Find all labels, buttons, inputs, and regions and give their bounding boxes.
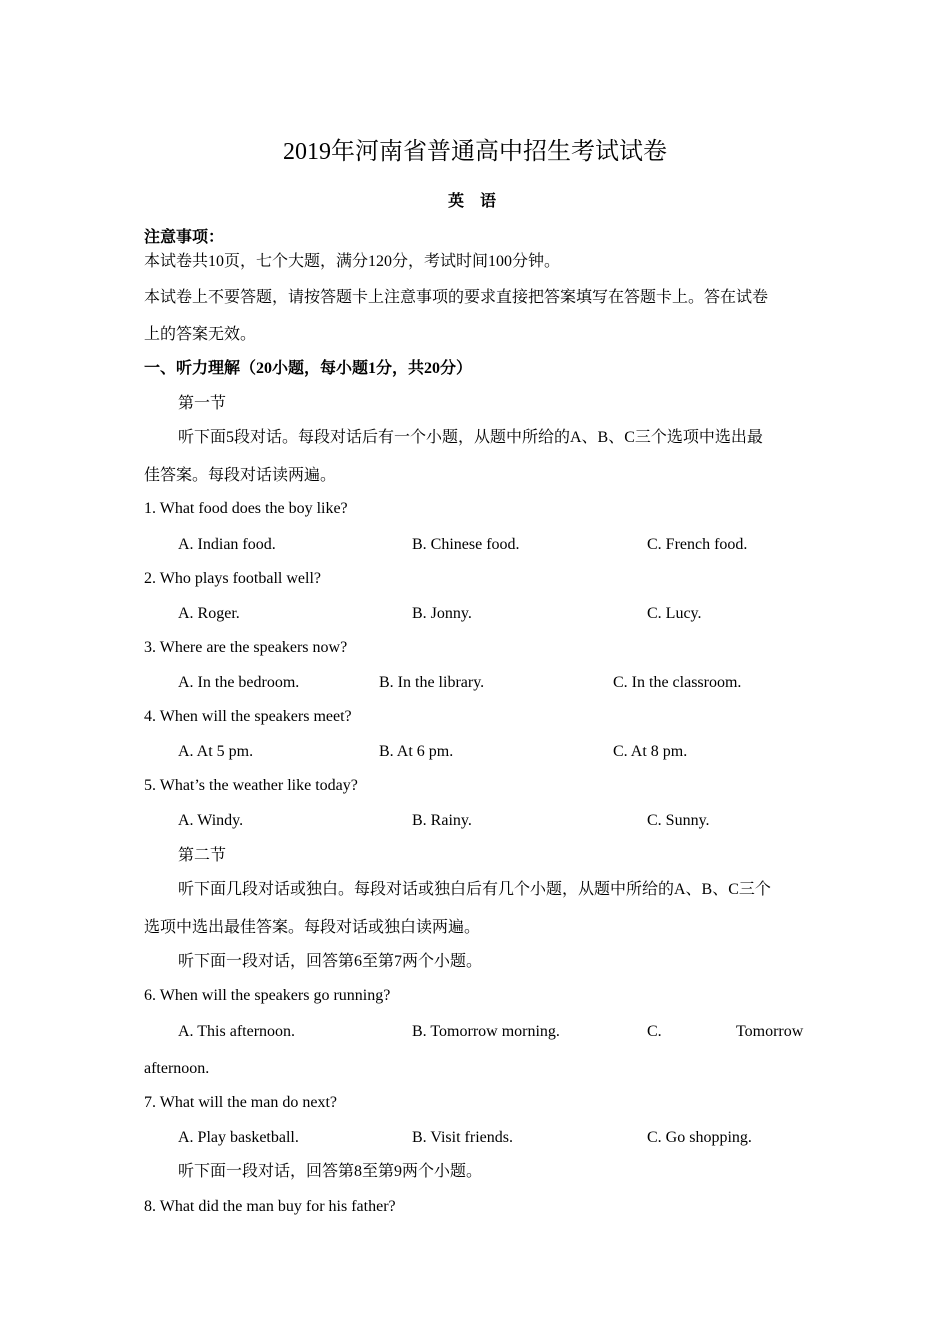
subject-heading: 英 语 [447,193,502,210]
option-b: B. Tomorrow morning. [412,1023,560,1040]
option-b: B. In the library. [379,674,485,691]
option-b: B. At 6 pm. [379,743,454,760]
option-c: C. Sunny. [647,812,710,829]
question-stem: 3. Where are the speakers now? [144,639,348,656]
question-stem: 4. When will the speakers meet? [144,708,352,725]
notice-line: 本试卷共10页，七个大题，满分120分，考试时间100分钟。 [144,253,561,270]
option-c: C. Lucy. [647,605,702,622]
notice-heading: 注意事项： [144,229,225,246]
instruction-text: 听下面一段对话，回答第8至第9两个小题。 [178,1163,483,1180]
notice-line: 上的答案无效。 [144,326,257,343]
option-c: C. Go shopping. [647,1129,752,1146]
option-c: C. In the classroom. [613,674,742,691]
part-label: 第二节 [178,847,227,864]
option-b: B. Chinese food. [412,536,520,553]
question-stem: 2. Who plays football well? [144,570,321,587]
instruction-text: 听下面一段对话，回答第6至第7两个小题。 [178,953,483,970]
option-b: B. Visit friends. [412,1129,513,1146]
part-label: 第一节 [178,395,227,412]
option-c: C. French food. [647,536,748,553]
instruction-text: 听下面几段对话或独白。每段对话或独白后有几个小题，从题中所给的A、B、C三个 [178,881,771,898]
option-b: B. Rainy. [412,812,472,829]
instruction-text: 听下面5段对话。每段对话后有一个小题，从题中所给的A、B、C三个选项中选出最 [178,429,763,446]
question-stem: 5. What’s the weather like today? [144,777,358,794]
question-stem: 7. What will the man do next? [144,1094,337,1111]
exam-title: 2019年河南省普通高中招生考试试卷 [283,139,667,165]
section-heading: 一、听力理解（20小题，每小题1分，共20分） [144,360,473,377]
option-c: C. At 8 pm. [613,743,688,760]
option-a: A. Roger. [178,605,240,622]
question-stem: 8. What did the man buy for his father? [144,1198,396,1215]
instruction-text: 佳答案。每段对话读两遍。 [144,467,337,484]
option-a: A. Play basketball. [178,1129,299,1146]
notice-line: 本试卷上不要答题，请按答题卡上注意事项的要求直接把答案填写在答题卡上。答在试卷 [144,289,769,306]
option-a: A. This afternoon. [178,1023,296,1040]
question-stem: 1. What food does the boy like? [144,500,348,517]
option-b: B. Jonny. [412,605,472,622]
option-a: A. Indian food. [178,536,276,553]
question-stem: 6. When will the speakers go running? [144,987,391,1004]
instruction-text: 选项中选出最佳答案。每段对话或独白读两遍。 [144,919,481,936]
option-a: A. In the bedroom. [178,674,300,691]
option-c-text: Tomorrow [736,1023,804,1040]
option-a: A. Windy. [178,812,244,829]
option-c: C. [647,1023,662,1040]
option-c-continuation: afternoon. [144,1060,210,1077]
option-a: A. At 5 pm. [178,743,254,760]
